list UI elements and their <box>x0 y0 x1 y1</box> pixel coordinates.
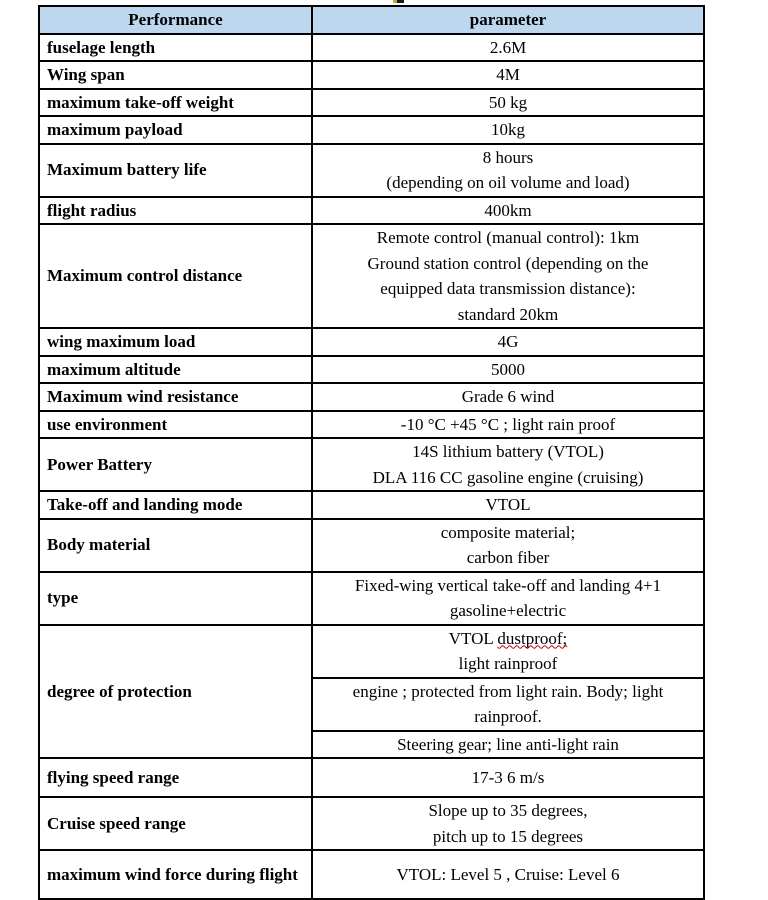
table-row <box>39 850 704 899</box>
row-label: flight radius <box>39 197 312 225</box>
table-row <box>39 224 704 328</box>
row-value: VTOL <box>312 491 704 519</box>
row-label: flying speed range <box>39 758 312 797</box>
row-value: 4G <box>312 328 704 356</box>
row-value: Slope up to 35 degrees, pitch up to 15 degrees <box>312 797 704 850</box>
row-label: Maximum battery life <box>39 144 312 197</box>
row-label: fuselage length <box>39 34 312 62</box>
row-label: Body material <box>39 519 312 572</box>
row-value: composite material; carbon fiber <box>312 519 704 572</box>
row-label: Power Battery <box>39 438 312 491</box>
row-value: Steering gear; line anti-light rain <box>312 731 704 759</box>
row-value: 4M <box>312 61 704 89</box>
row-label: type <box>39 572 312 625</box>
row-value: 5000 <box>312 356 704 384</box>
table-row <box>39 144 704 197</box>
table-row <box>39 758 704 797</box>
table-row <box>39 491 704 519</box>
row-value: 10kg <box>312 116 704 144</box>
row-value: 400km <box>312 197 704 225</box>
spec-table <box>38 5 705 900</box>
table-row <box>39 328 704 356</box>
table-row <box>39 572 704 625</box>
table-row <box>39 797 704 850</box>
row-value: Remote control (manual control): 1km Ground station control (depending on the equipped data transmission distance): standard 20km <box>312 224 704 328</box>
row-value: 2.6M <box>312 34 704 62</box>
row-label: maximum altitude <box>39 356 312 384</box>
table-row <box>39 61 704 89</box>
clipped-title-fragment <box>397 0 404 3</box>
table-subrow <box>39 625 704 678</box>
row-value: 14S lithium battery (VTOL) DLA 116 CC gasoline engine (cruising) <box>312 438 704 491</box>
row-value: 17-3 6 m/s <box>312 758 704 797</box>
row-value: engine ; protected from light rain. Body; light rainproof. <box>312 678 704 731</box>
row-label: Maximum control distance <box>39 224 312 328</box>
table-row <box>39 89 704 117</box>
table-row <box>39 383 704 411</box>
row-value: Fixed-wing vertical take-off and landing 4+1 gasoline+electric <box>312 572 704 625</box>
table-row <box>39 411 704 439</box>
row-label: wing maximum load <box>39 328 312 356</box>
table-row <box>39 519 704 572</box>
table-row <box>39 116 704 144</box>
row-value: 50 kg <box>312 89 704 117</box>
table-row <box>39 356 704 384</box>
row-label: maximum payload <box>39 116 312 144</box>
row-value: 8 hours (depending on oil volume and load) <box>312 144 704 197</box>
row-label: maximum wind force during flight <box>39 850 312 899</box>
row-label: Cruise speed range <box>39 797 312 850</box>
table-row <box>39 197 704 225</box>
table-row <box>39 34 704 62</box>
spec-table-body <box>39 34 704 900</box>
row-label: Take-off and landing mode <box>39 491 312 519</box>
row-value: VTOL: Level 5 , Cruise: Level 6 <box>312 850 704 899</box>
row-label: maximum take-off weight <box>39 89 312 117</box>
row-value: -10 °C +45 °C ; light rain proof <box>312 411 704 439</box>
header-cell-parameter: parameter <box>312 6 704 34</box>
spellcheck-underlined-word: dustproof; <box>497 628 568 648</box>
header-cell-performance: Performance <box>39 6 312 34</box>
row-label: Wing span <box>39 61 312 89</box>
row-label: Maximum wind resistance <box>39 383 312 411</box>
row-label: degree of protection <box>39 625 312 759</box>
table-row <box>39 438 704 491</box>
table-header-row <box>39 6 704 34</box>
row-value: Grade 6 wind <box>312 383 704 411</box>
row-value: VTOL dustproof; light rainproof <box>312 625 704 678</box>
row-label: use environment <box>39 411 312 439</box>
